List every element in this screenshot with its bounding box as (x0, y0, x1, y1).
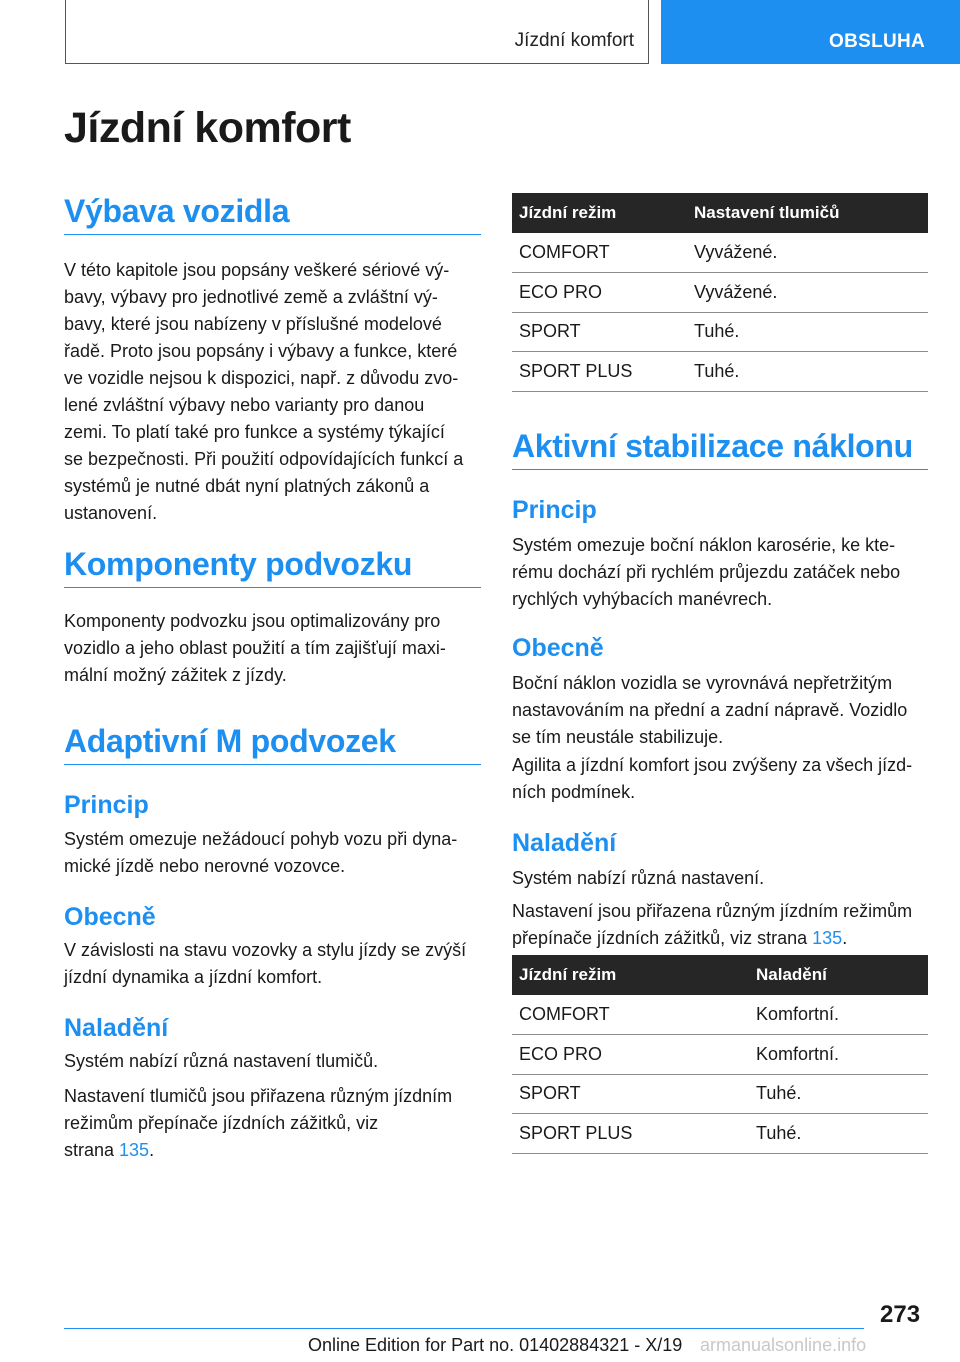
text-line: rychlých vyhýbacích manévrech. (512, 589, 773, 609)
header-tab-obsluha[interactable] (661, 0, 960, 64)
text-line: se tím neustále stabilizuje. (512, 727, 724, 747)
text-line: Nastavení tlumičů jsou přiřazena různým jízdním (64, 1086, 453, 1106)
text-line: lené zvláštní výbavy nebo varianty pro danou (64, 395, 425, 415)
header-section-box (65, 0, 649, 64)
footer-watermark-logo: armanualsonline.info (700, 1335, 867, 1355)
heading-rule (64, 234, 481, 235)
text-line: Agilita a jízdní komfort jsou zvýšeny za všech jízd- (512, 755, 913, 775)
table-row (512, 1114, 928, 1154)
page-number: 273 (880, 1301, 921, 1328)
text-line (64, 1137, 452, 1164)
text-line: řadě. Proto jsou popsány i výbavy a funkce, které (64, 341, 458, 361)
heading-aktivni-stabilizace: Aktivní stabilizace náklonu (512, 428, 913, 464)
table-cell: SPORT (512, 1074, 749, 1114)
text-line: systémů je nutné dbát nyní platných zákonů a (64, 476, 430, 496)
paragraph-obecne (64, 937, 466, 991)
heading-rule (512, 469, 928, 470)
table-header-cell: Nastavení tlumičů (687, 193, 928, 233)
text-line: Nastavení jsou přiřazena různým jízdním režimům (512, 901, 913, 921)
text-line: V závislosti na stavu vozovky a stylu jízdy se zvýší (64, 940, 467, 960)
heading-rule (64, 587, 481, 588)
footer-rule (64, 1328, 864, 1329)
table-row (512, 1035, 928, 1075)
table-cell: Komfortní. (749, 995, 928, 1035)
text-line: nastavováním na přední a zadní nápravě. Vozidlo (512, 700, 908, 720)
text-line: jízdní dynamika a jízdní komfort. (64, 967, 323, 987)
table-row (512, 1074, 928, 1114)
paragraph-obecne (512, 670, 907, 751)
paragraph-princip (64, 826, 457, 880)
table-cell: Tuhé. (687, 352, 928, 392)
subheading-princip: Princip (512, 496, 597, 524)
heading-vybava-vozidla: Výbava vozidla (64, 193, 290, 229)
text-line: Boční náklon vozidla se vyrovnává nepřetržitým (512, 673, 893, 693)
paragraph-naladeni (64, 1048, 378, 1075)
text-line: se bezpečnosti. Při použití odpovídajících funkcí a (64, 449, 464, 469)
text-line: vozidlo a jeho oblast použití a tím zajišťují maxi- (64, 638, 446, 658)
page-title: Jízdní komfort (64, 104, 351, 152)
table-header-cell: Naladění (749, 955, 928, 995)
paragraph-nastaveni (512, 898, 912, 952)
paragraph-nastaveni (64, 1083, 452, 1164)
text-line (512, 925, 912, 952)
subheading-princip: Princip (64, 791, 149, 819)
text-line: zemi. To platí také pro funkce a systémy týkající (64, 422, 445, 442)
table-cell: ECO PRO (512, 273, 687, 313)
text-fragment: . (149, 1140, 155, 1160)
text-line: bavy, výbavy pro jednotlivé země a zvláštní vý- (64, 287, 438, 307)
table-cell: SPORT (512, 312, 687, 352)
text-line: ustanovení. (64, 503, 158, 523)
paragraph-agilita (512, 752, 912, 806)
text-fragment: přepínače jízdních zážitků, viz strana (512, 928, 813, 948)
text-line: Systém omezuje boční náklon karosérie, ke kte- (512, 535, 896, 555)
table-cell: COMFORT (512, 233, 687, 273)
text-line: Systém nabízí různá nastavení tlumičů. (64, 1051, 379, 1071)
table-cell: COMFORT (512, 995, 749, 1035)
heading-adaptivni-m-podvozek: Adaptivní M podvozek (64, 723, 396, 759)
header-tab-label: OBSLUHA (829, 31, 926, 52)
table-row (512, 312, 928, 352)
table-cell: Vyvážené. (687, 273, 928, 313)
heading-komponenty-podvozku: Komponenty podvozku (64, 546, 413, 582)
text-line: Systém omezuje nežádoucí pohyb vozu při dyna- (64, 829, 458, 849)
table-header-row (512, 955, 928, 995)
text-line: Komponenty podvozku jsou optimalizovány pro (64, 611, 441, 631)
table-cell: ECO PRO (512, 1035, 749, 1075)
table-naladeni (512, 955, 928, 1154)
text-line: ních podmínek. (512, 782, 636, 802)
table-header-cell: Jízdní režim (512, 193, 687, 233)
table-row (512, 995, 928, 1035)
table-cell: SPORT PLUS (512, 352, 687, 392)
table-header-row (512, 193, 928, 233)
text-line: bavy, které jsou nabízeny v příslušné modelové (64, 314, 442, 334)
text-fragment: strana (64, 1140, 120, 1160)
table-cell: Tuhé. (687, 312, 928, 352)
heading-rule (64, 764, 481, 765)
subheading-naladeni: Naladění (64, 1014, 169, 1042)
table-row (512, 273, 928, 313)
text-line: Systém nabízí různá nastavení. (512, 868, 765, 888)
text-line: rému dochází při rychlém průjezdu zatáček nebo (512, 562, 901, 582)
header-section-title: Jízdní komfort (514, 30, 634, 51)
table-cell: Tuhé. (749, 1114, 928, 1154)
text-line: režimům přepínače jízdních zážitků, viz (64, 1113, 379, 1133)
subheading-obecne: Obecně (512, 634, 604, 662)
text-line: V této kapitole jsou popsány veškeré sériové vý- (64, 260, 450, 280)
page-ref-link[interactable]: 135 (119, 1140, 150, 1160)
paragraph-vybava (64, 257, 463, 527)
paragraph-princip (512, 532, 900, 613)
text-line: mické jízdě nebo nerovné vozovce. (64, 856, 346, 876)
paragraph-naladeni (512, 865, 764, 892)
page-ref-link[interactable]: 135 (812, 928, 843, 948)
table-cell: Tuhé. (749, 1074, 928, 1114)
subheading-naladeni: Naladění (512, 829, 617, 857)
text-line: ve vozidle nejsou k dispozici, např. z důvodu zvo- (64, 368, 459, 388)
text-fragment: . (842, 928, 848, 948)
subheading-obecne: Obecně (64, 903, 156, 931)
paragraph-komponenty (64, 608, 446, 689)
table-header-cell: Jízdní režim (512, 955, 749, 995)
table-row (512, 352, 928, 392)
table-cell: SPORT PLUS (512, 1114, 749, 1154)
table-row (512, 233, 928, 273)
table-tlumice (512, 193, 928, 392)
table-cell: Komfortní. (749, 1035, 928, 1075)
text-line: mální možný zážitek z jízdy. (64, 665, 287, 685)
table-cell: Vyvážené. (687, 233, 928, 273)
footer-edition-text: Online Edition for Part no. 01402884321 - X/19 (308, 1335, 683, 1355)
